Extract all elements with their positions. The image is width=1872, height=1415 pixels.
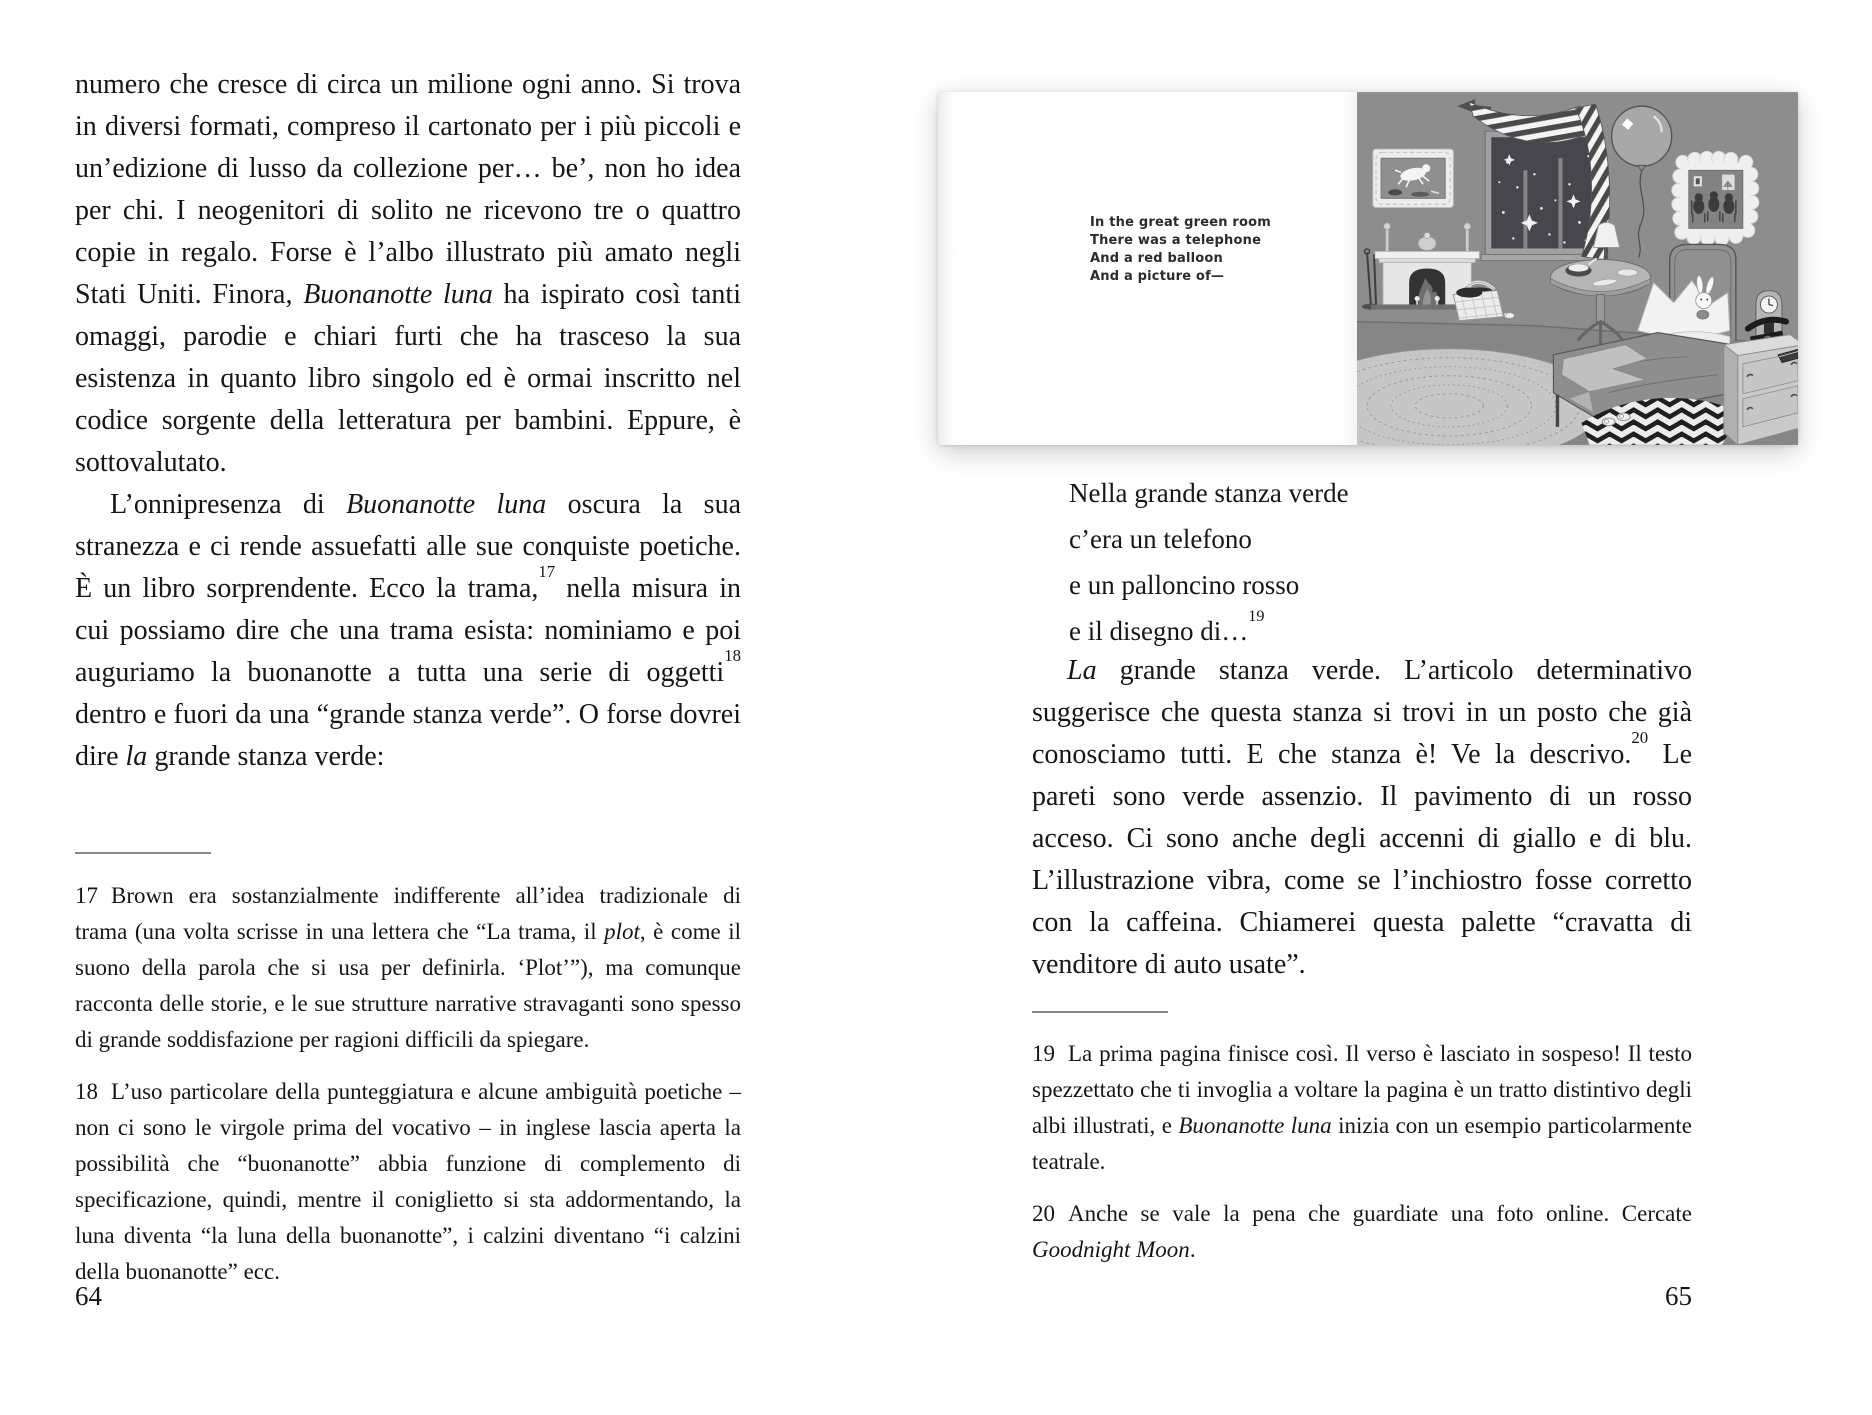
- footnote: [75, 878, 741, 1058]
- candlestick: [1464, 223, 1471, 230]
- footnote: [1032, 1196, 1692, 1268]
- footnote-number: 19: [1032, 1041, 1055, 1066]
- footnote-text: Anche se vale la pena che guardiate una foto online. Cercate Goodnight Moon.: [1032, 1201, 1692, 1262]
- window: [1481, 131, 1603, 260]
- right-page-footnotes: [1032, 1036, 1692, 1284]
- footnote: [1032, 1036, 1692, 1180]
- footnote-text: Brown era sostanzialmente indifferente all’idea tradizionale di trama (una volta scrisse in una lettera che “La trama, il plot, è come il suono della parola che si usa per definirla. ‘Plot’”), ma comunque racconta delle storie, e le sue strutture narrative stravaganti sono spesso di grande soddisfazione per ragioni difficili da spiegare.: [75, 883, 742, 1052]
- verse-line: There was a telephone: [1090, 233, 1262, 248]
- footnote-number: 17: [75, 883, 98, 908]
- verse-line: In the great green room: [1090, 215, 1272, 230]
- candlestick: [1384, 223, 1391, 230]
- three-bears-picture: [1672, 151, 1759, 245]
- paragraph: L’onnipresenza di Buonanotte luna oscura la sua stranezza e ci rende assuefatti alle sue conquiste poetiche. È un libro sorprendente. Ecco la trama,$^{17}$ nella misura in cui possiamo dire che una trama esista: nominiamo e poi auguriamo la buonanotte a tutta una serie di oggetti$^{18}$ dentro e fuori da una “grande stanza verde”. O forse dovrei dire la grande stanza verde:: [75, 489, 741, 772]
- footnote-text: La prima pagina finisce così. Il verso è lasciato in sospeso! Il testo spezzettato che ti invoglia a voltare la pagina è un tratto distintivo degli albi illustrati, e Buonanotte luna inizia con un esempio particolarmente teatrale.: [1032, 1041, 1692, 1174]
- spread-verso-page: [938, 92, 1357, 445]
- footnote: [75, 1074, 741, 1290]
- quote-line: e un palloncino rosso: [1069, 570, 1300, 600]
- translated-verse-quote: [1069, 470, 1629, 654]
- verse-line: And a red balloon: [1090, 251, 1224, 266]
- quote-line: Nella grande stanza verde: [1069, 478, 1349, 508]
- cow-picture: [1373, 149, 1453, 207]
- page-number-right: 65: [1665, 1281, 1692, 1311]
- footnote-text: L’uso particolare della punteggiatura e alcune ambiguità poetiche – non ci sono le virgole prima del vocativo – in inglese lascia aperta la possibilità che “buonanotte” abbia funzione di complemento di specificazione, quindi, mentre il coniglietto si sta addormentando, la luna diventa “la luna della buonanotte”, i calzini diventano “i calzini della buonanotte” ecc.: [75, 1079, 741, 1284]
- small-dish: [1618, 269, 1638, 276]
- left-page-footnotes: [75, 878, 741, 1306]
- green-room-illustration: [1357, 92, 1798, 445]
- paragraph: numero che cresce di circa un milione ogni anno. Si trova in diversi formati, compreso il cartonato per i più piccoli e un’edizione di lusso da collezione per… be’, non ho idea per chi. I neogenitori di solito ne ricevono tre o quattro copie in regalo. Forse è l’albo illustrato più amato negli Stati Uniti. Finora, Buonanotte luna ha ispirato così tanti omaggi, parodie e chiari furti che ha trasceso la sua esistenza in quanto libro singolo ed è ormai inscritto nel codice sorgente della letteratura per bambini. Eppure, è sottovalutato.: [75, 69, 741, 478]
- footnote-number: 20: [1032, 1201, 1055, 1226]
- verse-line: And a picture of—: [1090, 269, 1225, 284]
- quote-line: c’era un telefono: [1069, 524, 1252, 554]
- footnote-separator-rule: [75, 852, 211, 854]
- paragraph: La grande stanza verde. L’articolo determinativo suggerisce che questa stanza si trovi in un posto che già conosciamo tutti. E che stanza è! Ve la descrivo.$^{20}$ Le pareti sono verde assenzio. Il pavimento di un rosso acceso. Ci sono anche degli accenni di giallo e di blu. L’illustrazione vibra, come se l’inchiostro fosse corretto con la caffeina. Chiamerei questa palette “cravatta di venditore di auto usate”.: [1032, 655, 1692, 980]
- goodnight-moon-spread-image: [938, 92, 1798, 445]
- left-page-body-text: [75, 64, 741, 778]
- footnote-number: 18: [75, 1079, 98, 1104]
- verse-text: [1090, 214, 1271, 286]
- footnote-separator-rule: [1032, 1011, 1168, 1013]
- right-page-body-text: [1032, 650, 1692, 986]
- page-number-left: 64: [75, 1281, 102, 1311]
- quote-line: e il disegno di…$^{19}$: [1069, 607, 1265, 646]
